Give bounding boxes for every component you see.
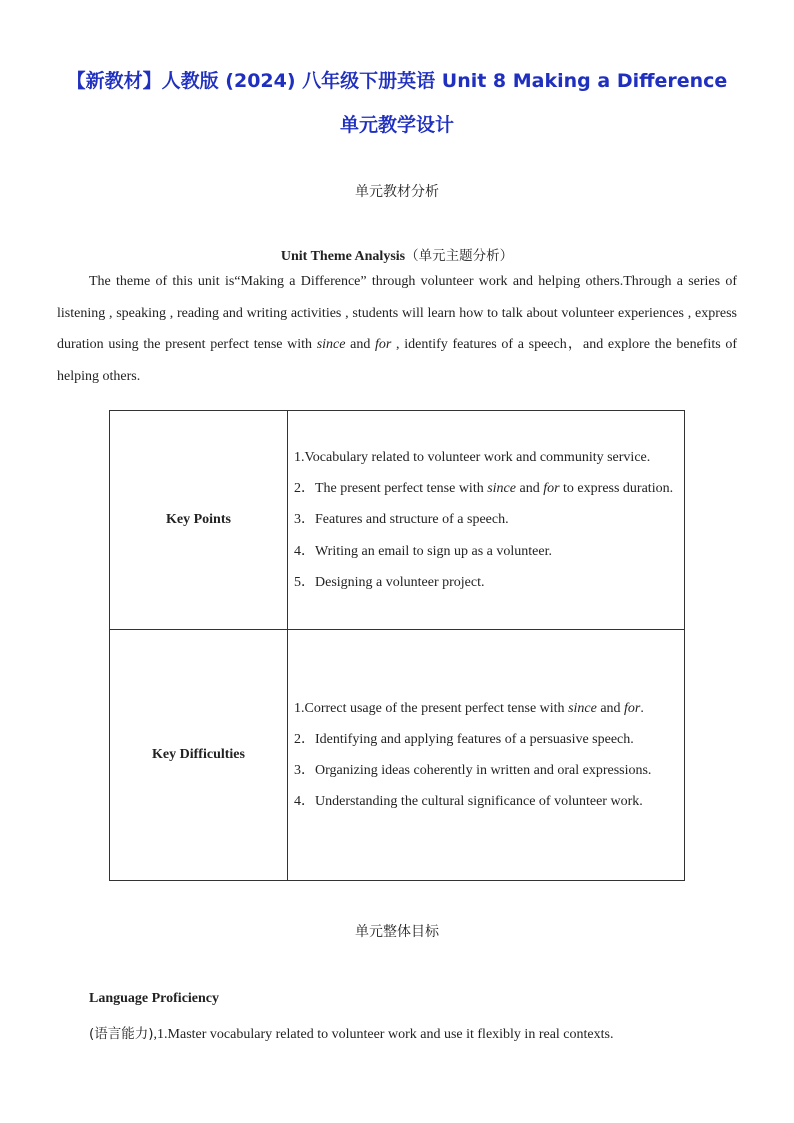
document-title-line1: 【新教材】人教版 (2024) 八年级下册英语 Unit 8 Making a Difference xyxy=(66,70,728,92)
key-point-item: 1.Vocabulary related to volunteer work and community service. xyxy=(294,449,651,465)
key-point-item xyxy=(294,473,678,504)
theme-paragraph-part2: , identify features of a speech，and explore the benefits of helping others. xyxy=(57,337,737,384)
key-point-item: 4．Writing an email to sign up as a volunteer. xyxy=(294,543,552,559)
section-heading-analysis: 单元教材分析 xyxy=(355,184,439,200)
table-row-key-points xyxy=(110,411,685,630)
language-proficiency-line xyxy=(89,1022,613,1043)
key-point-item: 3．Features and structure of a speech. xyxy=(294,512,509,528)
key-points-label: Key Points xyxy=(110,411,288,630)
theme-analysis-heading xyxy=(0,244,794,265)
theme-heading-en: Unit Theme Analysis xyxy=(280,249,406,264)
key-difficulties-label: Key Difficulties xyxy=(110,630,288,881)
key-difficulties-content xyxy=(288,630,685,881)
theme-paragraph-and: and xyxy=(345,337,376,352)
key-point-text: 2．The present perfect tense with xyxy=(294,481,488,497)
theme-paragraph-since: since xyxy=(316,337,346,352)
key-difficulty-text: . xyxy=(640,700,644,716)
key-difficulty-item: 2．Identifying and applying features of a persuasive speech. xyxy=(294,731,634,747)
theme-paragraph-for: for xyxy=(375,337,392,352)
key-difficulty-text: 1.Correct usage of the present perfect tense with xyxy=(294,700,569,716)
key-difficulty-for: for xyxy=(624,700,641,716)
key-points-content xyxy=(288,411,685,630)
key-point-text: to express duration. xyxy=(559,481,674,497)
table-row-key-difficulties xyxy=(110,630,685,881)
key-difficulty-since: since xyxy=(568,700,597,716)
document-title-line2: 单元教学设计 xyxy=(339,114,454,136)
key-point-since: since xyxy=(487,481,516,497)
lp-text: ,1.Master vocabulary related to volunteer work and use it flexibly in real contexts. xyxy=(153,1027,614,1042)
theme-paragraph-part1: The theme of this unit is“Making a Difference” through volunteer work and helping others.Through a series of listening , speaking , reading and writing activities , students will learn how to talk about volunteer experiences , express duration using the present perfect tense with xyxy=(57,274,737,352)
lp-zh-label: (语言能力) xyxy=(89,1026,154,1042)
key-point-text: and xyxy=(515,481,544,497)
theme-heading-zh: （单元主题分析） xyxy=(405,248,514,264)
key-point-item: 5．Designing a volunteer project. xyxy=(294,574,485,590)
key-difficulty-item: 3．Organizing ideas coherently in written and oral expressions. xyxy=(294,763,652,778)
section-heading-objectives: 单元整体目标 xyxy=(355,924,439,940)
theme-paragraph xyxy=(57,266,737,392)
key-difficulty-item: 4．Understanding the cultural significance of volunteer work. xyxy=(294,794,643,810)
language-proficiency-heading: Language Proficiency xyxy=(89,991,220,1006)
key-points-table xyxy=(109,410,685,881)
key-point-for: for xyxy=(543,481,560,497)
key-difficulty-text: and xyxy=(596,700,625,716)
key-difficulty-item xyxy=(294,693,678,724)
